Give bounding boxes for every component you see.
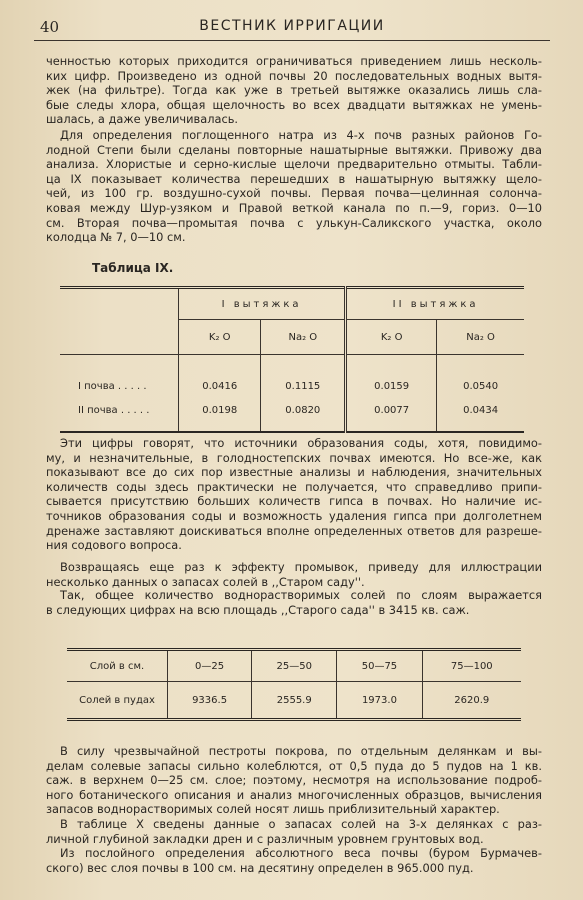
table-cell: 2620.9	[422, 682, 521, 720]
text-line: Возвращаясь еще раз к эффекту промывок, приведу для иллюстрации	[60, 560, 542, 574]
text-line: Для определения поглощенного натра из 4-х почв разных районов Го-	[60, 128, 542, 142]
paragraph-3	[46, 436, 542, 553]
table-cell: 0—25	[168, 650, 252, 682]
table-cell: 0.0434	[437, 405, 524, 432]
text-line: лодной Степи были сделаны повторные нашатырные вытяжки. Привожу два	[46, 142, 542, 157]
table-cell: 50—75	[337, 650, 422, 682]
paragraph-8	[46, 846, 542, 875]
text-line: точников образования соды и возможность удаления гипса при долголетнем	[46, 508, 542, 523]
text-line: ского) вес слоя почвы в 100 см. на десятину определен в 965.000 пуд.	[46, 860, 474, 875]
text-line: В силу чрезвычайной пестроты покрова, по отдельным делянкам и вы-	[60, 744, 542, 758]
text-line: жек (на фильтре). Тогда как уже в третьей вытяжке оказались лишь сла-	[46, 83, 542, 98]
text-line: сывается присутствию больших количеств гипса в почвах. Но наличие ис-	[46, 494, 542, 509]
table-cell: 0.0077	[346, 405, 437, 432]
table-cell: 25—50	[252, 650, 337, 682]
text-line: ного ботанического описания и анализ многочисленных образцов, вычисления	[46, 787, 542, 802]
text-line: см. Вторая почва—промытая почва с улькун-Саликского участка, около	[46, 215, 542, 230]
text-line: чей, из 100 гр. воздушно-сухой почвы. Первая почва—целинная солончa-	[46, 186, 542, 201]
table-9-corner	[60, 288, 179, 355]
table-9-group-header: I вытяжка	[179, 288, 346, 320]
table-cell: 0.0159	[346, 355, 437, 406]
text-line: ца IX показывает количества перешедших в нашатырную вытяжку щело-	[46, 171, 542, 186]
text-line: в следующих цифрах на всю площадь ,,Старого сада'' в 3415 кв. саж.	[46, 602, 470, 617]
table-cell: 9336.5	[168, 682, 252, 720]
table-cell: 1973.0	[337, 682, 422, 720]
table-cell: 75—100	[422, 650, 521, 682]
table-cell: 0.0416	[179, 355, 261, 406]
text-line: несколько данных о запасах солей в ,,Старом саду''.	[46, 574, 365, 589]
text-line: Эти цифры говорят, что источники образования соды, хотя, повидимо-	[60, 436, 542, 450]
row-label: Слой в см.	[67, 650, 168, 682]
text-line: шалась, а даже увеличивалась.	[46, 112, 239, 127]
text-line: Из послойного определения абсолютного веса почвы (буром Бурмачев-	[60, 846, 542, 860]
text-line: ковая между Шур-узяком и Правой веткой канала по п.—9, гориз. 0—10	[46, 200, 542, 215]
page-header	[34, 14, 550, 38]
text-line: Так, общее количество воднорастворимых солей по слоям выражается	[60, 588, 542, 602]
row-label: I почва . . . . .	[78, 380, 147, 392]
table-row	[60, 355, 524, 406]
paragraph-1	[46, 54, 542, 127]
text-line: колодца № 7, 0—10 см.	[46, 230, 186, 245]
row-label: Солей в пудах	[79, 694, 155, 706]
text-line: анализа. Хлористые и серно-кислые щелочи предварительно отмыты. Табли-	[46, 157, 542, 172]
text-line: ких цифр. Произведено из одной почвы 20 последовательных водных вытя-	[46, 68, 542, 83]
paragraph-5	[46, 588, 542, 617]
table-9-column-header: K₂ O	[346, 320, 437, 355]
table-cell: 0.1115	[261, 355, 346, 406]
text-line: личной глубиной закладки дрен и с различным уровнем грунтовых вод.	[46, 831, 484, 846]
paragraph-7	[46, 817, 542, 846]
text-line: му, и незначительные, в голодностепских почвах имеются. Но все-же, как	[46, 450, 542, 465]
paragraph-2	[46, 128, 542, 245]
text-line: делам солевые запасы сильно колеблются, от 0,5 пуда до 5 пудов на 1 кв.	[46, 758, 542, 773]
table-9-column-header: Na₂ O	[261, 320, 346, 355]
table-cell: 0.0820	[261, 405, 346, 432]
text-line: дренаже заставляют доискиваться вполне определенных ответов для разреше-	[46, 523, 542, 538]
table-row	[60, 405, 524, 432]
paragraph-6	[46, 744, 542, 817]
running-title: ВЕСТНИК ИРРИГАЦИИ	[199, 18, 385, 34]
text-line: ния содового вопроса.	[46, 538, 182, 553]
text-line: В таблице X сведены данные о запасах солей на 3-х делянках с раз-	[60, 817, 542, 831]
table-9	[60, 286, 524, 433]
table-cell: 0.0540	[437, 355, 524, 406]
text-line: показывают все до сих пор известные анализы и наблюдения, значительных	[46, 465, 542, 480]
text-line: бые следы хлора, общая щелочность во всех двадцати вытяжках не умень-	[46, 97, 542, 112]
table-cell: 2555.9	[252, 682, 337, 720]
table-9-group-header: II вытяжка	[346, 288, 524, 320]
paragraph-4	[46, 560, 542, 589]
table-cell: 0.0198	[179, 405, 261, 432]
table-9-title: Таблица IX.	[92, 261, 174, 275]
table-10	[67, 648, 521, 721]
table-row	[67, 682, 521, 720]
table-9-column-header: Na₂ O	[437, 320, 524, 355]
text-line: ченностью которых приходится ограничиваться приведением лишь несколь-	[46, 54, 542, 68]
page-number: 40	[40, 18, 60, 36]
header-rule	[34, 40, 550, 41]
text-line: количеств соды здесь практически не получается, что справедливо припи-	[46, 479, 542, 494]
text-line: запасов воднорастворимых солей носят лишь приблизительный характер.	[46, 802, 500, 817]
text-line: саж. в верхнем 0—25 см. слое; поэтому, несмотря на использование подроб-	[46, 773, 542, 788]
table-9-column-header: K₂ O	[179, 320, 261, 355]
row-label: II почва . . . . .	[78, 405, 150, 416]
table-row	[67, 650, 521, 682]
